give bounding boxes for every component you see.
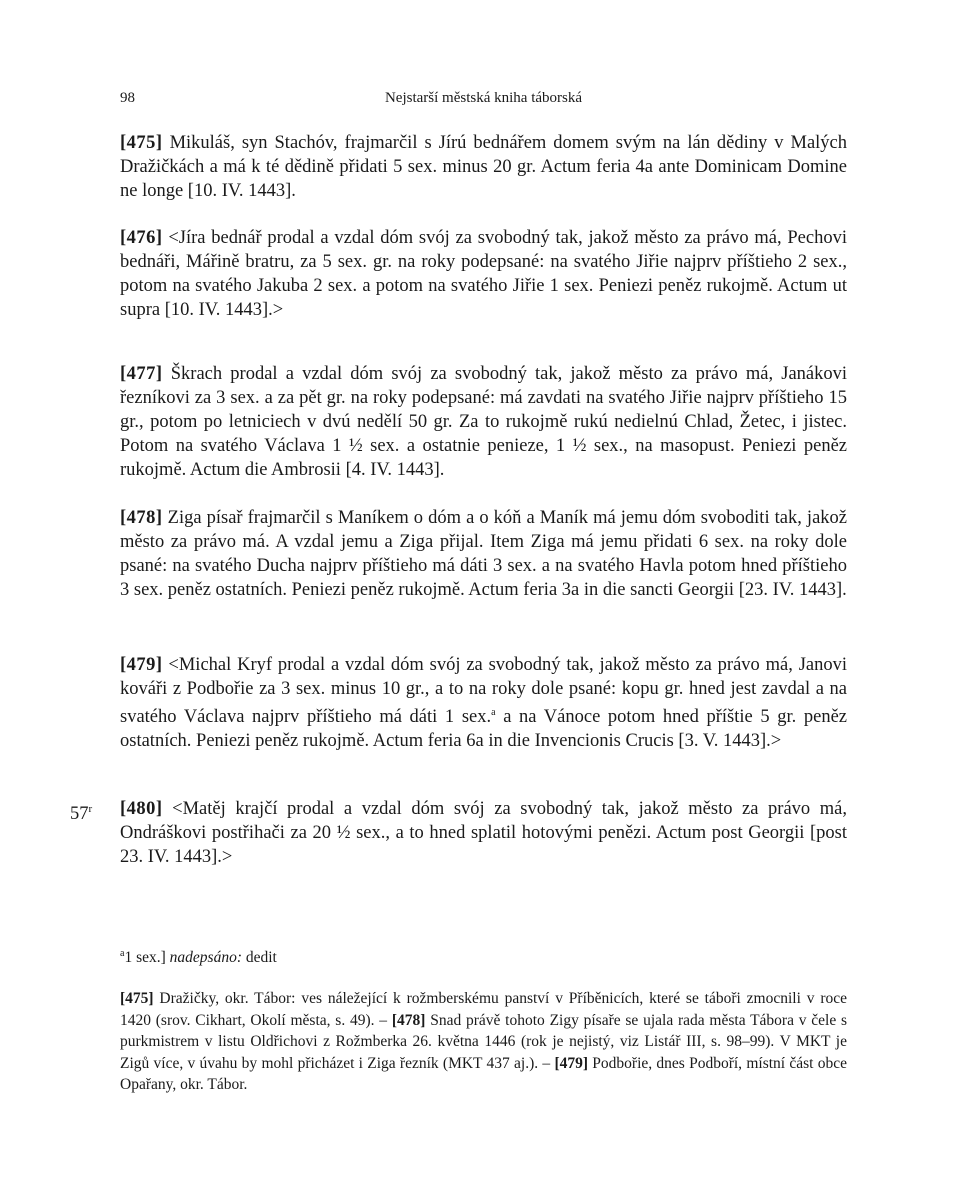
entry-480 xyxy=(120,797,847,869)
running-title: Nejstarší městská kniha táborská xyxy=(384,90,583,106)
footnote-lemma: 1 sex.] xyxy=(124,949,166,967)
entry-number: [476] xyxy=(120,228,163,248)
commentary-ref: [479] xyxy=(554,1054,589,1072)
footnote-label: nadepsáno: xyxy=(169,949,242,967)
footnote-reading: dedit xyxy=(245,949,277,967)
entry-text: <Matěj krajčí prodal a vzdal dóm svój za svobodný tak, jakož město za právo má, Ondráškovi postřihači za 20 ½ sex., a to hned splatil hotovými penězi. Actum post Georgii [post 23. IV. 1443].> xyxy=(120,799,847,867)
footnote-mark: a xyxy=(120,948,125,959)
commentary-text: Dražičky, okr. Tábor: ves náležející k rožmberskému panství v Příběnicích, které se táboři zmocnili v roce 1420 (srov. Cikhart, Okolí města, s. 49). – xyxy=(120,990,848,1029)
commentary-ref: [475] xyxy=(120,990,154,1007)
commentary xyxy=(120,988,847,1096)
folio-side: r xyxy=(88,803,93,815)
folio-marker xyxy=(70,797,92,826)
entry-number: [478] xyxy=(120,508,163,528)
entry-text: <Jíra bednář prodal a vzdal dóm svój za svobodný tak, jakož město za právo má, Pechovi bednáři, Mářině bratru, za 5 sex. gr. na roky podepsané: na svatého Jiřie najprv příštieho 2 sex., potom na svatého Jakuba 2 sex. a potom na svatého Jiřie 1 sex. Peniezi peněz rukojmě. Actum ut supra [10. IV. 1443].> xyxy=(120,228,847,320)
entry-479 xyxy=(120,653,847,753)
entry-text: Mikuláš, syn Stachóv, frajmarčil s Jírú bednářem domem svým na lán dědiny v Malých Dražičkách a má k té dědině přidati 5 sex. minus 20 gr. Actum feria 4a ante Dominicam Domine ne longe [10. IV. 1443]. xyxy=(120,133,848,201)
folio-number: 57 xyxy=(70,804,89,825)
page-number: 98 xyxy=(120,90,135,106)
entry-number: [475] xyxy=(120,133,163,153)
entry-text: <Michal Kryf prodal a vzdal dóm svój za svobodný tak, jakož město za právo má, Janovi kováři z Podbořie za 3 sex. minus 10 gr., a to na roky dole psané: kopu gr. hned jest zavdal a na svatého Václava najprv příštieho má dáti 1 sex. xyxy=(120,655,848,728)
commentary-text: Podbořie, dnes Podboří, místní část obce Opařany, okr. Tábor. xyxy=(120,1054,847,1093)
page-header xyxy=(120,90,847,112)
entry-476 xyxy=(120,226,847,322)
commentary-text: Snad právě tohoto Zigy písaře se ujala rada města Tábora v čele s purkmistrem v listu Oldřichovi z Rožmberka 26. května 1446 (rok je nejistý, viz Listář III, s. 98–99). V MKT je Zigů více, v úvahu by mohl přicházet i Ziga řezník (MKT 437 aj.). – xyxy=(120,1011,848,1072)
entry-number: [480] xyxy=(120,799,163,819)
commentary-ref: [478] xyxy=(391,1011,426,1029)
footnote-marker[interactable]: a xyxy=(491,707,496,718)
entry-477 xyxy=(120,362,847,482)
entry-475 xyxy=(120,131,847,203)
entry-text: Škrach prodal a vzdal dóm svój za svobodný tak, jakož město za právo má, Janákovi řezníkovi za 3 sex. a za pět gr. na roky podepsané: má zavdati na svatého Jiřie najprv příštieho 15 gr., potom po letniciech v dvú nedělí 50 gr. Za to rukojmě rukú nedielnú Chlad, Žetec, i jistec. Potom na svatého Václava 1 ½ sex. a ostatnie penieze, 1 ½ sex., na masopust. Peniezi peněz rukojmě. Actum die Ambrosii [4. IV. 1443]. xyxy=(120,364,848,480)
entry-number: [479] xyxy=(120,655,163,675)
entry-number: [477] xyxy=(120,364,163,384)
entry-text: Ziga písař frajmarčil s Maníkem o dóm a o kóň a Maník má jemu dóm svoboditi tak, jakož město za právo má. A vzdal jemu a Ziga přijal. Item Ziga má jemu přidati 6 sex. na roky dole psané: na svatého Ducha najprv příštieho má dáti 3 sex. a na svatého Havla potom hned příštieho 3 sex. peněz ostatních. Peniezi peněz rukojmě. Actum feria 3a in die sancti Georgii [23. IV. 1443]. xyxy=(120,508,847,600)
entry-text-continued: a na Vánoce potom hned příštie 5 gr. peněz ostatních. Peniezi peněz rukojmě. Actum feria 6a in die Invencionis Crucis [3. V. 1443].> xyxy=(120,707,847,752)
entry-478 xyxy=(120,506,847,602)
critical-footnote xyxy=(120,944,847,968)
